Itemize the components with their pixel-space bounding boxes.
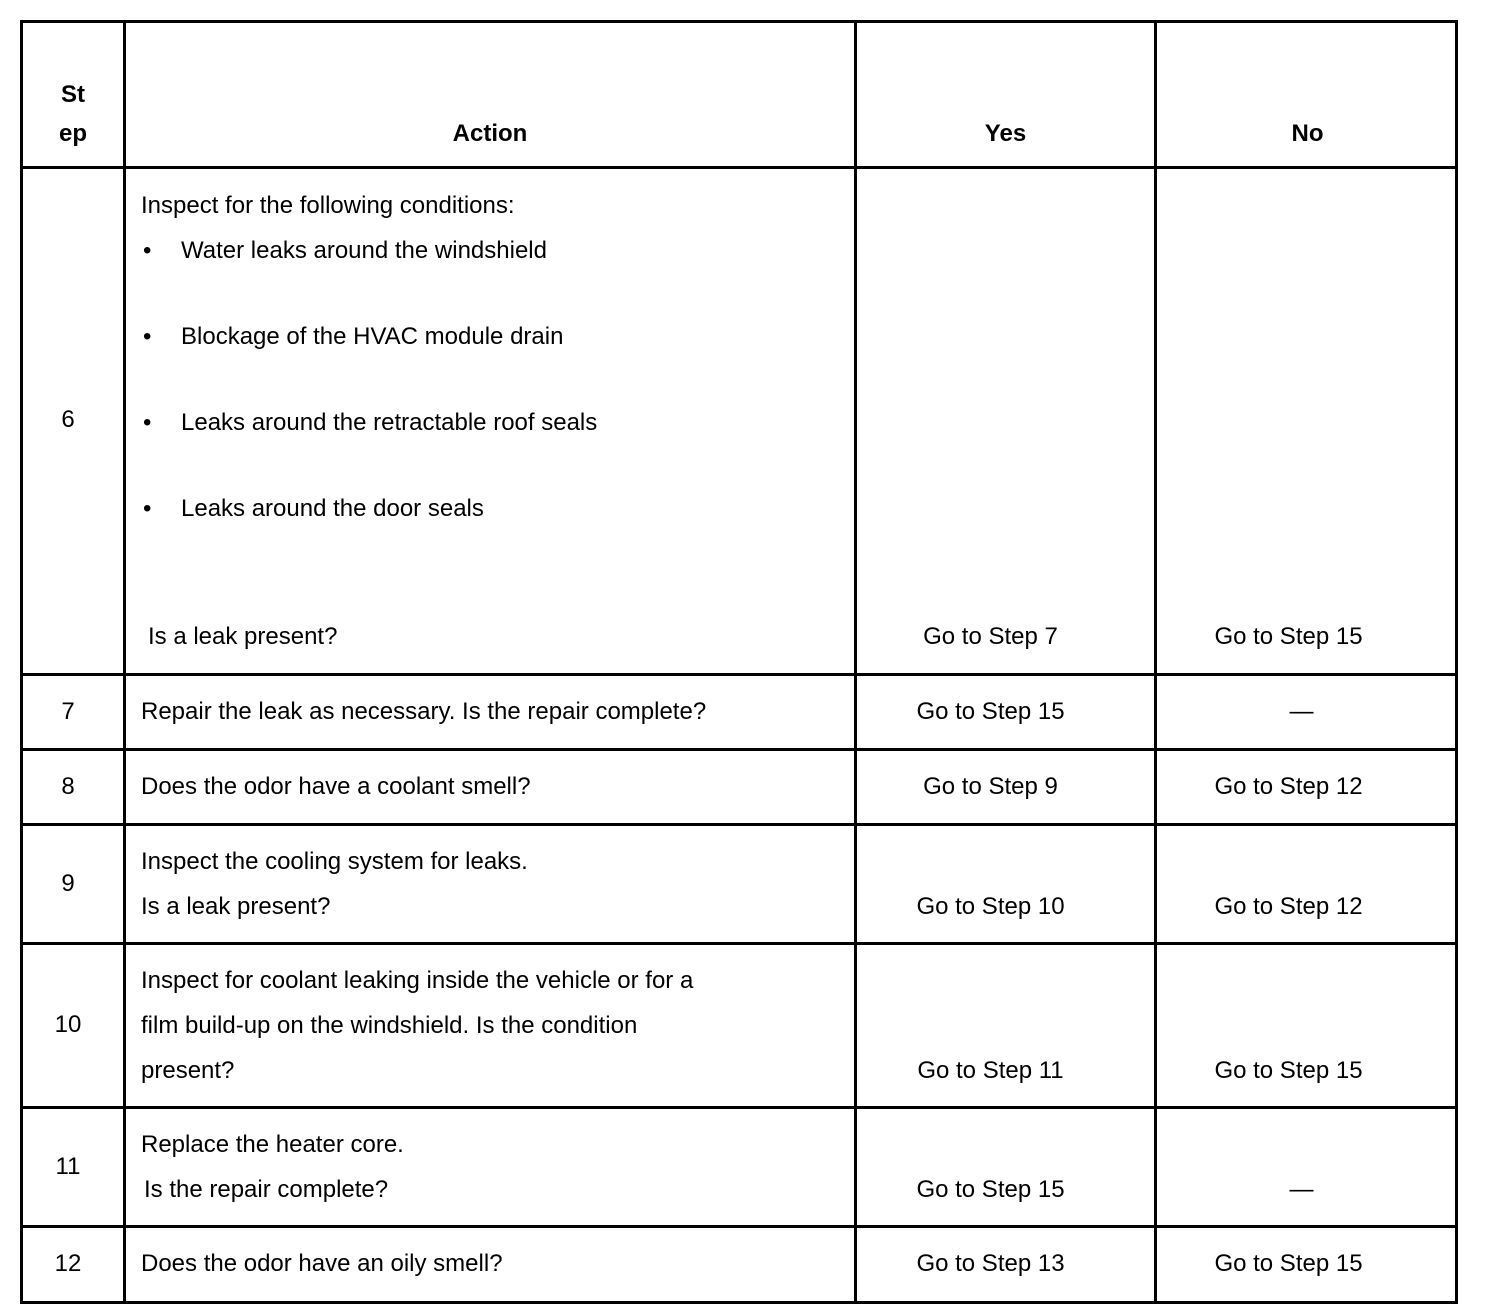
row-6-bullet-1: Water leaks around the windshield bbox=[181, 237, 547, 264]
row-8-yes: Go to Step 9 bbox=[923, 773, 1058, 800]
row-10-action-line2: film build-up on the windshield. Is the condition bbox=[141, 1012, 638, 1039]
row-11-yes: Go to Step 15 bbox=[916, 1176, 1065, 1203]
row-8-step: 8 bbox=[61, 773, 75, 800]
row-10-action-line3: present? bbox=[141, 1057, 235, 1084]
row-12-action: Does the odor have an oily smell? bbox=[141, 1250, 503, 1277]
row-7-action: Repair the leak as necessary. Is the repair complete? bbox=[141, 698, 707, 725]
row-9-no: Go to Step 12 bbox=[1214, 893, 1363, 920]
row-10-action-line1: Inspect for coolant leaking inside the vehicle or for a bbox=[141, 967, 694, 994]
row-6-question: Is a leak present? bbox=[148, 623, 338, 650]
header-step-line2: ep bbox=[58, 120, 87, 147]
row-divider bbox=[23, 1225, 1455, 1228]
row-6-step: 6 bbox=[61, 406, 75, 433]
bullet-icon: • bbox=[143, 495, 152, 522]
row-6-action-intro: Inspect for the following conditions: bbox=[141, 192, 515, 219]
row-7-no: — bbox=[1289, 698, 1314, 725]
column-divider bbox=[123, 23, 126, 1301]
row-12-no: Go to Step 15 bbox=[1214, 1250, 1363, 1277]
bullet-icon: • bbox=[143, 237, 152, 264]
row-7-step: 7 bbox=[61, 698, 75, 725]
row-9-yes: Go to Step 10 bbox=[916, 893, 1065, 920]
row-11-no: — bbox=[1289, 1176, 1314, 1203]
row-divider bbox=[23, 166, 1455, 169]
row-divider bbox=[23, 942, 1455, 945]
column-divider bbox=[854, 23, 857, 1301]
bullet-icon: • bbox=[143, 409, 152, 436]
row-10-step: 10 bbox=[54, 1011, 82, 1038]
row-6-bullet-4: Leaks around the door seals bbox=[181, 495, 484, 522]
row-divider bbox=[23, 1106, 1455, 1109]
header-no: No bbox=[1291, 120, 1324, 147]
row-8-no: Go to Step 12 bbox=[1214, 773, 1363, 800]
row-9-step: 9 bbox=[61, 870, 75, 897]
row-11-step: 11 bbox=[55, 1153, 81, 1180]
row-6-bullet-3: Leaks around the retractable roof seals bbox=[181, 409, 598, 436]
row-12-yes: Go to Step 13 bbox=[916, 1250, 1065, 1277]
row-6-no: Go to Step 15 bbox=[1214, 623, 1363, 650]
row-6-bullet-2: Blockage of the HVAC module drain bbox=[181, 323, 564, 350]
header-action: Action bbox=[452, 120, 528, 147]
row-11-action-line2: Is the repair complete? bbox=[144, 1176, 389, 1203]
row-divider bbox=[23, 748, 1455, 751]
row-divider bbox=[23, 823, 1455, 826]
row-7-yes: Go to Step 15 bbox=[916, 698, 1065, 725]
diagnostic-table bbox=[20, 20, 1458, 1304]
row-12-step: 12 bbox=[54, 1250, 82, 1277]
row-8-action: Does the odor have a coolant smell? bbox=[141, 773, 531, 800]
bullet-icon: • bbox=[143, 323, 152, 350]
row-9-action-line1: Inspect the cooling system for leaks. bbox=[141, 848, 528, 875]
row-6-yes: Go to Step 7 bbox=[923, 623, 1058, 650]
row-11-action-line1: Replace the heater core. bbox=[141, 1131, 404, 1158]
header-step-line1: St bbox=[61, 81, 85, 108]
row-10-no: Go to Step 15 bbox=[1214, 1057, 1363, 1084]
row-10-yes: Go to Step 11 bbox=[917, 1057, 1064, 1084]
header-yes: Yes bbox=[984, 120, 1027, 147]
row-divider bbox=[23, 673, 1455, 676]
row-9-action-line2: Is a leak present? bbox=[141, 893, 331, 920]
column-divider bbox=[1154, 23, 1157, 1301]
